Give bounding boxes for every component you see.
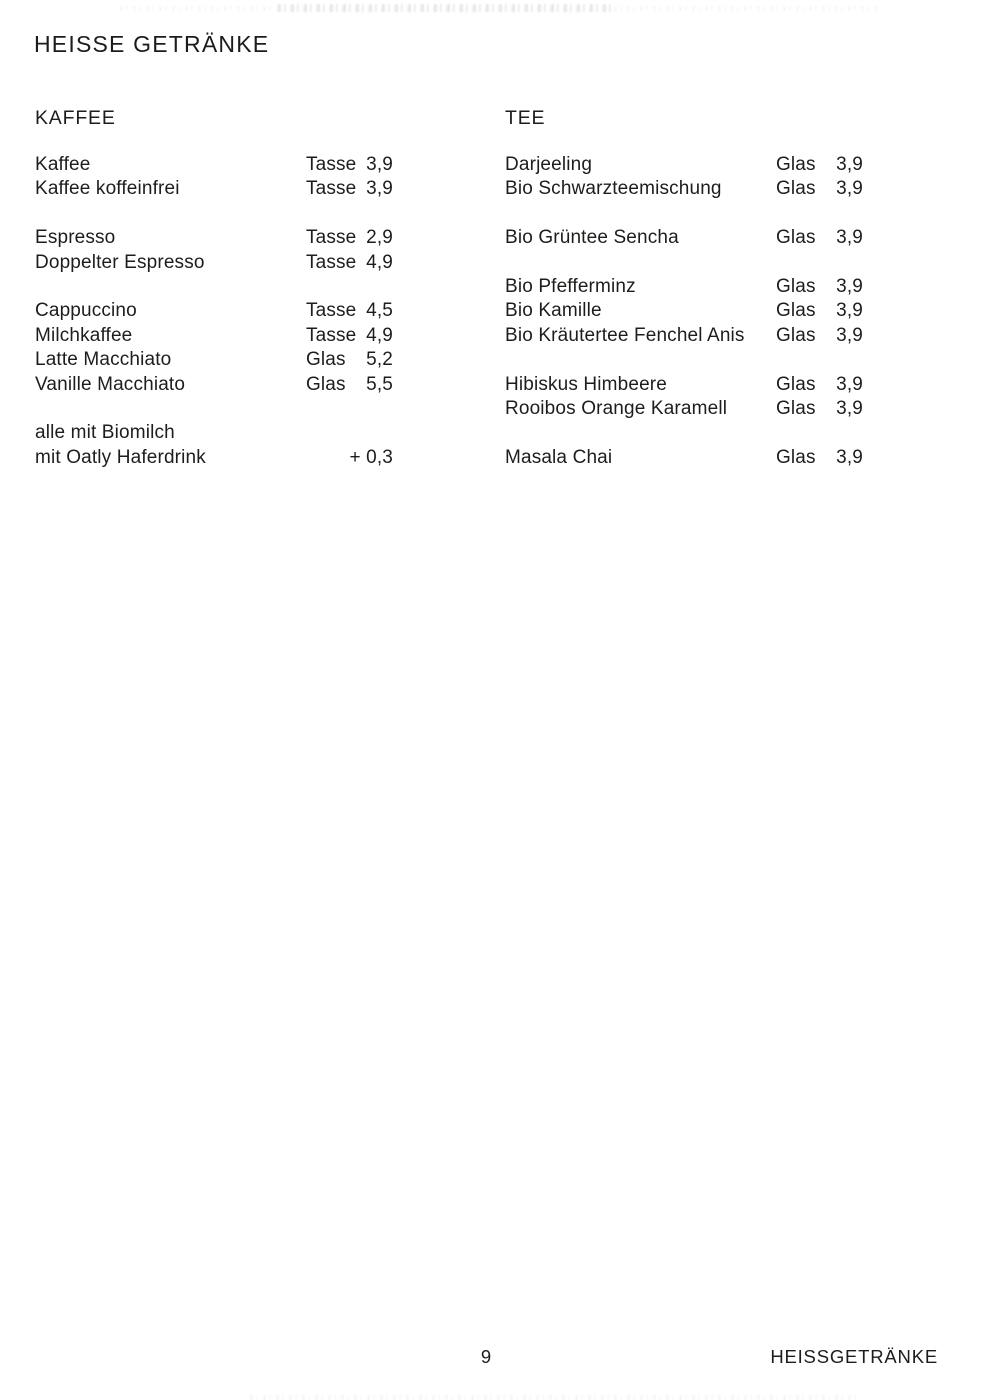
item-name: Hibiskus Himbeere [505, 373, 667, 395]
item-name [35, 202, 306, 226]
item-price-group [776, 397, 863, 421]
item-price: 3,9 [366, 178, 393, 200]
item-price-group [306, 275, 393, 299]
menu-row [505, 421, 863, 445]
menu-row [35, 202, 393, 226]
item-name: Bio Pfefferminz [505, 275, 636, 297]
item-vessel: Glas [776, 178, 816, 200]
item-vessel: Tasse [306, 324, 357, 346]
item-vessel: Glas [776, 300, 816, 322]
item-price-group [306, 373, 393, 397]
item-price-group [306, 421, 393, 445]
menu-row [505, 153, 863, 177]
item-price-group [776, 177, 863, 201]
item-price: 3,9 [836, 446, 863, 468]
item-price-group [776, 373, 863, 397]
item-name: Kaffee koffeinfrei [35, 178, 180, 200]
item-price-group [306, 153, 393, 177]
item-price-group [776, 299, 863, 323]
menu-row [505, 275, 863, 299]
item-name: Rooibos Orange Karamell [505, 397, 728, 419]
item-price: 3,9 [836, 227, 863, 249]
item-price-group [306, 202, 393, 226]
item-price-group [776, 153, 863, 177]
menu-row [35, 373, 393, 397]
item-price: 2,9 [366, 227, 393, 249]
item-name: Vanille Macchiato [35, 373, 186, 395]
item-price: 3,9 [836, 154, 863, 175]
section-heading-tee: TEE [505, 107, 546, 129]
item-price-group [776, 275, 863, 299]
item-price-group [776, 251, 863, 275]
item-price: 3,9 [836, 373, 863, 395]
menu-row [35, 177, 393, 201]
menu-row [505, 446, 863, 470]
item-name: Milchkaffee [35, 324, 133, 346]
item-price: 4,9 [366, 251, 393, 273]
item-price-group [306, 446, 393, 470]
item-price: 3,9 [836, 324, 863, 346]
item-vessel: Glas [776, 324, 816, 346]
item-vessel: Glas [776, 397, 816, 419]
item-price: 3,9 [836, 397, 863, 419]
item-price-group [306, 251, 393, 275]
item-price-group [306, 324, 393, 348]
menu-row [505, 226, 863, 250]
item-price: 4,9 [366, 324, 393, 346]
item-vessel: Tasse [306, 227, 357, 249]
menu-row [35, 348, 393, 372]
item-price: 3,9 [836, 275, 863, 297]
section-heading-kaffee: KAFFEE [35, 107, 116, 129]
item-name: Espresso [35, 227, 116, 249]
menu-row [505, 202, 863, 226]
page-footer [0, 1344, 990, 1370]
menu-row [505, 397, 863, 421]
item-name: Darjeeling [505, 154, 593, 175]
tee-column [505, 153, 863, 470]
menu-row [35, 226, 393, 250]
item-name: Bio Kamille [505, 300, 602, 322]
item-name: Bio Grüntee Sencha [505, 227, 679, 249]
item-name: mit Oatly Haferdrink [35, 446, 206, 468]
item-name: Cappuccino [35, 300, 137, 322]
item-price: 3,9 [836, 178, 863, 200]
item-name: alle mit Biomilch [35, 422, 175, 444]
item-price-group [776, 348, 863, 372]
item-price: + 0,3 [349, 446, 393, 468]
item-price: 5,5 [366, 373, 393, 395]
item-price-group [776, 202, 863, 226]
menu-row [35, 446, 393, 470]
page-number: 9 [480, 1346, 492, 1367]
page-title: HEISSE GETRÄNKE [34, 31, 270, 57]
item-vessel: Glas [306, 373, 346, 395]
menu-row [35, 275, 393, 299]
item-vessel: Glas [776, 275, 816, 297]
page-edge-artifact-bottom [250, 1395, 860, 1400]
item-name: Bio Schwarzteemischung [505, 178, 722, 200]
item-price-group [306, 177, 393, 201]
item-name: Bio Kräutertee Fenchel Anis [505, 324, 745, 346]
item-price-group [776, 324, 863, 348]
menu-row [505, 299, 863, 323]
footer-section-label: HEISSGETRÄNKE [770, 1346, 938, 1367]
item-price: 3,9 [366, 154, 393, 175]
item-name [505, 202, 776, 226]
page-edge-artifact-top [278, 4, 616, 12]
item-price-group [306, 299, 393, 323]
item-name: Masala Chai [505, 446, 613, 468]
menu-row [35, 397, 393, 421]
item-vessel: Glas [776, 154, 816, 175]
item-name: Kaffee [35, 154, 91, 175]
item-price-group [776, 446, 863, 470]
menu-row [35, 324, 393, 348]
item-price-group [306, 397, 393, 421]
item-name: Latte Macchiato [35, 349, 172, 371]
item-name [505, 251, 776, 275]
item-price-group [776, 421, 863, 445]
menu-row [505, 373, 863, 397]
item-price-group [306, 348, 393, 372]
item-vessel: Glas [306, 349, 346, 371]
item-price-group [776, 226, 863, 250]
item-price: 4,5 [366, 300, 393, 322]
menu-row [505, 324, 863, 348]
item-name [35, 275, 306, 299]
menu-row [505, 251, 863, 275]
page-edge-artifact-top-wide [120, 6, 880, 11]
item-vessel: Tasse [306, 154, 357, 175]
item-name [505, 421, 776, 445]
item-name [505, 348, 776, 372]
item-vessel: Tasse [306, 251, 357, 273]
item-name [35, 397, 306, 421]
item-vessel: Glas [776, 446, 816, 468]
menu-row [35, 153, 393, 177]
item-vessel: Glas [776, 373, 816, 395]
menu-row [505, 348, 863, 372]
menu-row [35, 251, 393, 275]
item-vessel: Tasse [306, 300, 357, 322]
item-name: Doppelter Espresso [35, 251, 205, 273]
item-price: 3,9 [836, 300, 863, 322]
menu-row [35, 421, 393, 445]
item-price-group [306, 226, 393, 250]
item-price: 5,2 [366, 349, 393, 371]
item-vessel: Glas [776, 227, 816, 249]
menu-row [505, 177, 863, 201]
kaffee-column [35, 153, 393, 470]
menu-row [35, 299, 393, 323]
item-vessel: Tasse [306, 178, 357, 200]
